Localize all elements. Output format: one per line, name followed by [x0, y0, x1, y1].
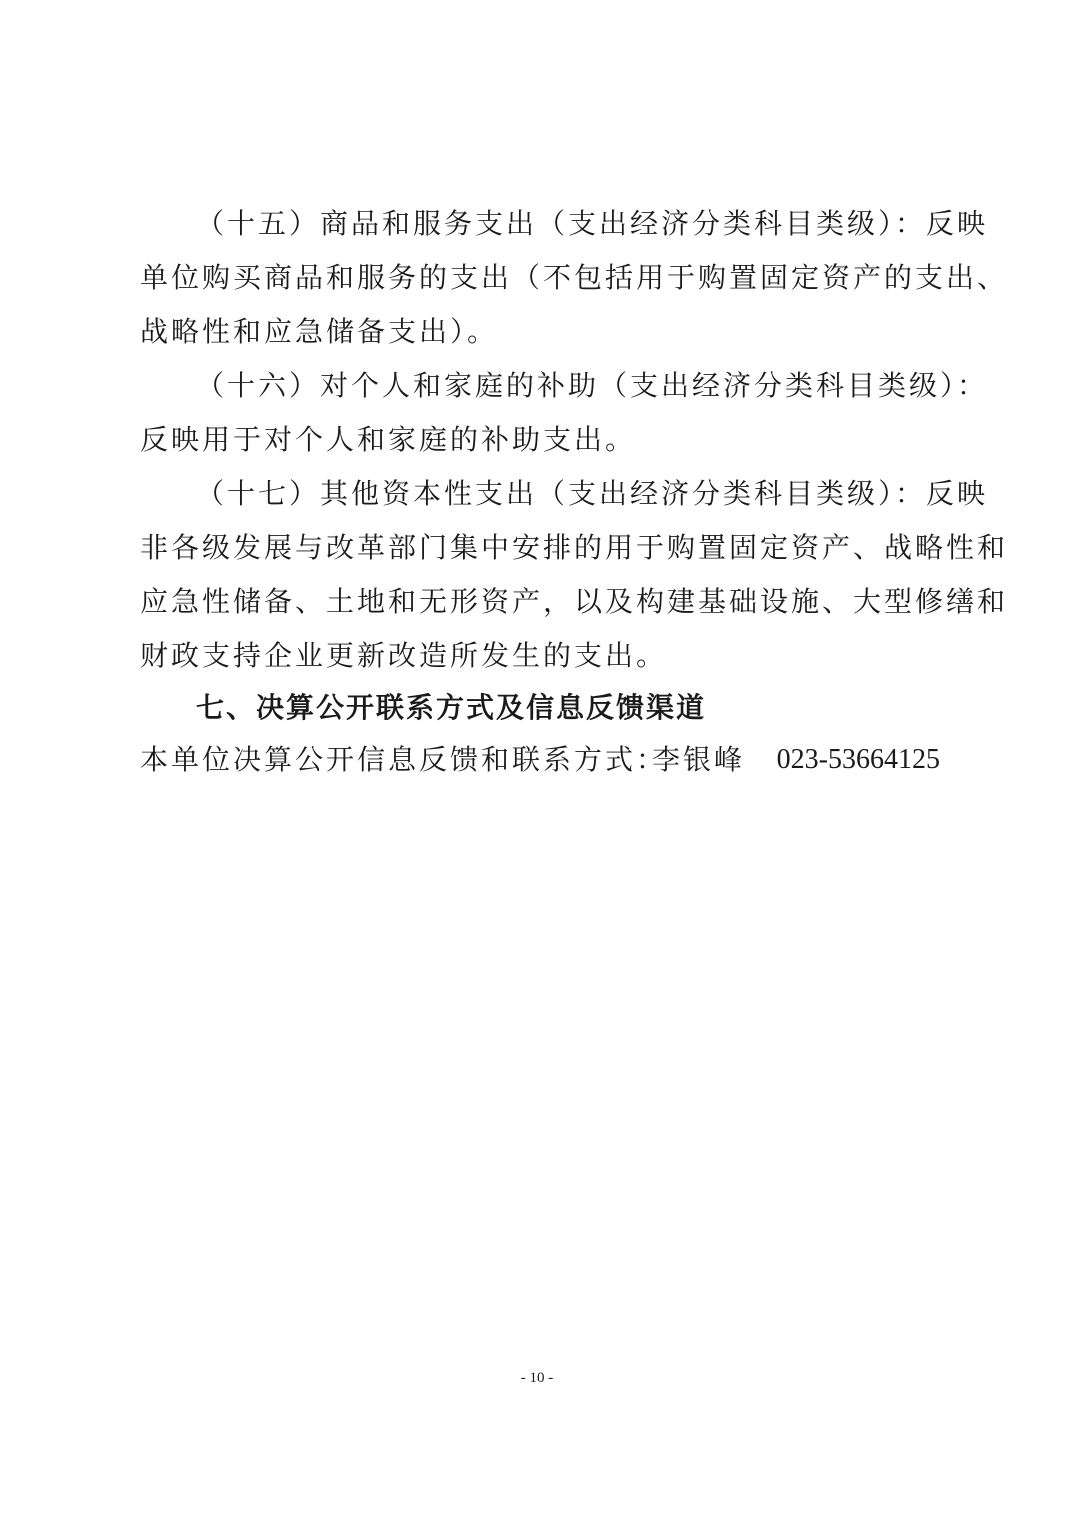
section-17-line-3: 应急性储备、土地和无形资产，以及构建基础设施、大型修缮和 [140, 585, 1009, 618]
contact-label: 本单位决算公开信息反馈和联系方式： [140, 743, 668, 776]
section-15-line-2: 单位购买商品和服务的支出（不包括用于购置固定资产的支出、 [140, 261, 1009, 294]
section-7-heading: 七、决算公开联系方式及信息反馈渠道 [196, 691, 707, 724]
section-17-line-1: （十七）其他资本性支出（支出经济分类科目类级）：反映 [196, 477, 989, 510]
section-16-line-2: 反映用于对个人和家庭的补助支出。 [140, 423, 637, 456]
contact-row [140, 743, 940, 777]
section-15-line-3: 战略性和应急储备支出）。 [140, 315, 499, 348]
section-16-line-1: （十六）对个人和家庭的补助（支出经济分类科目类级）： [196, 369, 989, 402]
section-17-line-4: 财政支持企业更新改造所发生的支出。 [140, 639, 668, 672]
page-number: - 10 - [520, 1370, 554, 1386]
section-15-line-1: （十五）商品和服务支出（支出经济分类科目类级）：反映 [196, 207, 989, 240]
contact-name: 李银峰 [652, 743, 746, 776]
section-17-line-2: 非各级发展与改革部门集中安排的用于购置固定资产、战略性和 [140, 531, 1009, 564]
contact-phone: 023-53664125 [776, 744, 940, 775]
